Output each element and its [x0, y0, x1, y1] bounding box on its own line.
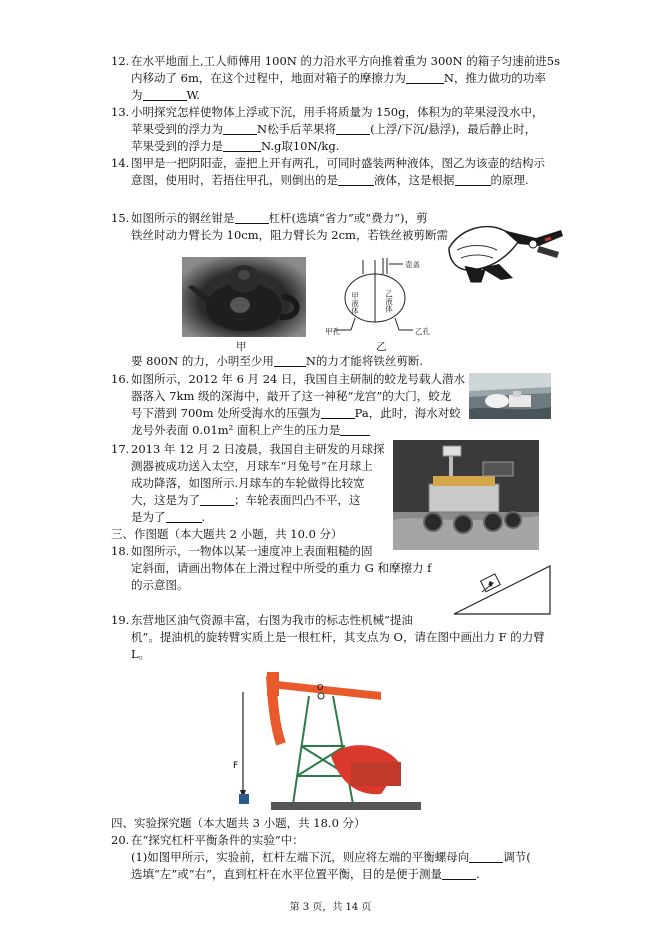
- q15-text: 杠杆(选填“省力”或“费力”)，剪: [268, 211, 428, 225]
- q12-number: 12.: [111, 54, 130, 68]
- q15-blank-lever[interactable]: [235, 211, 269, 224]
- incline-diagram: [452, 562, 554, 618]
- q13-line2: [131, 121, 536, 137]
- q17-text: 大，这是为了: [131, 493, 200, 507]
- q19-line1: 东营地区油气资源丰富，右图为我市的标志性机械“提油: [131, 613, 413, 627]
- q17-line2: 测器被成功送入太空，月球车“月兔号”在月球上: [131, 459, 373, 473]
- q13-line1: 小明探究怎样使物体上浮或下沉，用手将质量为 150g，体积为的苹果浸没水中，: [131, 105, 544, 119]
- teapot-photo: [182, 257, 306, 337]
- q14-text: 的原理.: [490, 173, 529, 187]
- q12-text: 为: [131, 88, 143, 102]
- q13-text: N松手后苹果将: [257, 122, 337, 136]
- q13-line3: [131, 138, 339, 154]
- q13-blank-buoyancy[interactable]: [223, 122, 257, 135]
- label-right-liquid: 乙液体: [384, 290, 394, 313]
- q12-line1: 在水平地面上,工人师傅用 100N 的力沿水平方向推着重为 300N 的箱子匀速前进5s: [131, 54, 561, 68]
- q14-blank-principle[interactable]: [455, 173, 491, 186]
- q16-text: 龙号外表面 0.01m² 面积上产生的压力是: [131, 423, 341, 437]
- q20-text: 选填“左”或“右”，直到杠杆在水平位置平衡，目的是便于测量: [131, 867, 443, 881]
- pliers-hand-image: [441, 208, 567, 290]
- q16-line2: 器落入 7km 级的深海中，敲开了这一神秘“龙宫”的大门，蛟龙: [131, 389, 452, 403]
- q16-line4: [131, 422, 370, 438]
- q18-line1: 如图所示，一物体以某一速度冲上表面粗糙的固: [131, 544, 373, 558]
- q12-line2: [131, 70, 546, 86]
- q17-line1: 2013 年 12 月 2 日凌晨，我国自主研发的月球探: [131, 442, 385, 456]
- q12-text: W.: [186, 88, 200, 102]
- q17-line5: [131, 509, 205, 525]
- submarine-photo: [469, 373, 551, 419]
- section-4-title: 四、实验探究题（本大题共 3 小题，共 18.0 分）: [111, 816, 366, 830]
- section-3-title: 三、作图题（本大题共 2 小题，共 10.0 分）: [111, 527, 343, 541]
- q17-blank-purpose1[interactable]: [200, 493, 234, 506]
- q13-text: 苹果受到的浮力为: [131, 122, 223, 136]
- q20-line2: [131, 849, 531, 865]
- q20-text: (1)如图甲所示，实验前，杠杆左端下沉，则应将左端的平衡螺母向: [131, 850, 470, 864]
- q18-line2: 定斜面，请画出物体在上滑过程中所受的重力 G 和摩擦力 f: [131, 561, 432, 575]
- q15-blank-force[interactable]: [274, 354, 306, 367]
- label-fulcrum-o: O: [317, 683, 324, 692]
- q20-text: .: [476, 867, 480, 881]
- q12-line3: [131, 87, 200, 103]
- q12-blank-friction[interactable]: [406, 71, 444, 84]
- q20-number: 20.: [111, 833, 130, 847]
- label-left-liquid: 甲液体: [350, 292, 360, 315]
- label-lid: 壶盖: [405, 260, 420, 269]
- q20-text: 调节(: [503, 850, 531, 864]
- q19-line3: L。: [131, 647, 151, 661]
- q12-text: 内移动了 6m，在这个过程中，地面对箱子的摩擦力为: [131, 71, 406, 85]
- q15-text: 如图所示的钢丝钳是: [131, 211, 235, 225]
- label-force-f: F: [233, 761, 239, 771]
- q14-text: 意图，使用时，若捂住甲孔，则倒出的是: [131, 173, 338, 187]
- q16-number: 16.: [111, 372, 130, 386]
- q18-line3: 的示意图。: [131, 578, 189, 592]
- q19-number: 19.: [111, 613, 130, 627]
- q13-text: 苹果受到的浮力是: [131, 139, 223, 153]
- q14-blank-liquid[interactable]: [338, 173, 374, 186]
- teapot-structure-diagram: [325, 256, 433, 342]
- q17-text: 是为了: [131, 510, 166, 524]
- q20-line3: [131, 866, 480, 882]
- q20-blank-measure[interactable]: [442, 867, 476, 880]
- caption-jia: 甲: [236, 341, 247, 353]
- q13-text: (上浮/下沉/悬浮)，最后静止时，: [370, 122, 537, 136]
- q14-number: 14.: [111, 156, 130, 170]
- label-right-hole: 乙孔: [415, 327, 430, 336]
- q15-number: 15.: [111, 211, 130, 225]
- q15-line3: [131, 353, 423, 369]
- q13-blank-state[interactable]: [336, 122, 370, 135]
- q16-text: Pa，此时，海水对蛟: [354, 406, 461, 420]
- q14-line1: 图甲是一把阴阳壶，壶把上开有两孔，可同时盛装两种液体，图乙为该壶的结构示: [131, 156, 545, 170]
- q17-blank-purpose2[interactable]: [166, 510, 202, 523]
- q19-line2: 机”。提油机的旋转臂实质上是一根杠杆，其支点为 O，请在图中画出力 F 的力臂: [131, 630, 545, 644]
- q15-line1: [131, 210, 428, 226]
- pump-jack-image: [231, 666, 431, 814]
- q14-line2: [131, 172, 529, 188]
- q15-line2: 铁丝时动力臂长为 10cm，阻力臂长为 2cm，若铁丝被剪断需: [131, 228, 448, 242]
- q15-text: 要 800N 的力，小明至少用: [131, 354, 274, 368]
- q20-line1: 在“探究杠杆平衡条件的实验”中：: [131, 833, 304, 847]
- q20-blank-direction[interactable]: [469, 850, 503, 863]
- q12-text: N，推力做功的功率: [443, 71, 546, 85]
- q17-number: 17.: [111, 442, 130, 456]
- q16-blank-pressure[interactable]: [321, 406, 355, 419]
- q17-line3: 成功降落，如图所示.月球车的车轮做得比较宽: [131, 476, 365, 490]
- label-left-hole: 甲孔: [325, 327, 340, 336]
- q16-line1: 如图所示，2012 年 6 月 24 日，我国自主研制的蛟龙号载人潜水: [131, 372, 465, 386]
- q17-text: ；车轮表面凹凸不平，这: [234, 493, 361, 507]
- q12-blank-power[interactable]: [143, 88, 187, 101]
- q14-text: 液体，这是根据: [374, 173, 455, 187]
- q16-line3: [131, 405, 461, 421]
- q13-number: 13.: [111, 105, 130, 119]
- q15-text: N的力才能将铁丝剪断.: [305, 354, 424, 368]
- lunar-rover-photo: [393, 440, 539, 550]
- q17-line4: [131, 492, 361, 508]
- q18-number: 18.: [111, 544, 130, 558]
- q13-text: N.g取10N/kg.: [261, 139, 340, 153]
- page-footer: 第 3 页，共 14 页: [289, 902, 372, 913]
- q17-text: .: [201, 510, 206, 524]
- q16-text: 号下潜到 700m 处所受海水的压强为: [131, 406, 321, 420]
- caption-yi: 乙: [376, 341, 387, 353]
- q16-blank-force[interactable]: [340, 423, 370, 436]
- q13-blank-final[interactable]: [223, 139, 261, 152]
